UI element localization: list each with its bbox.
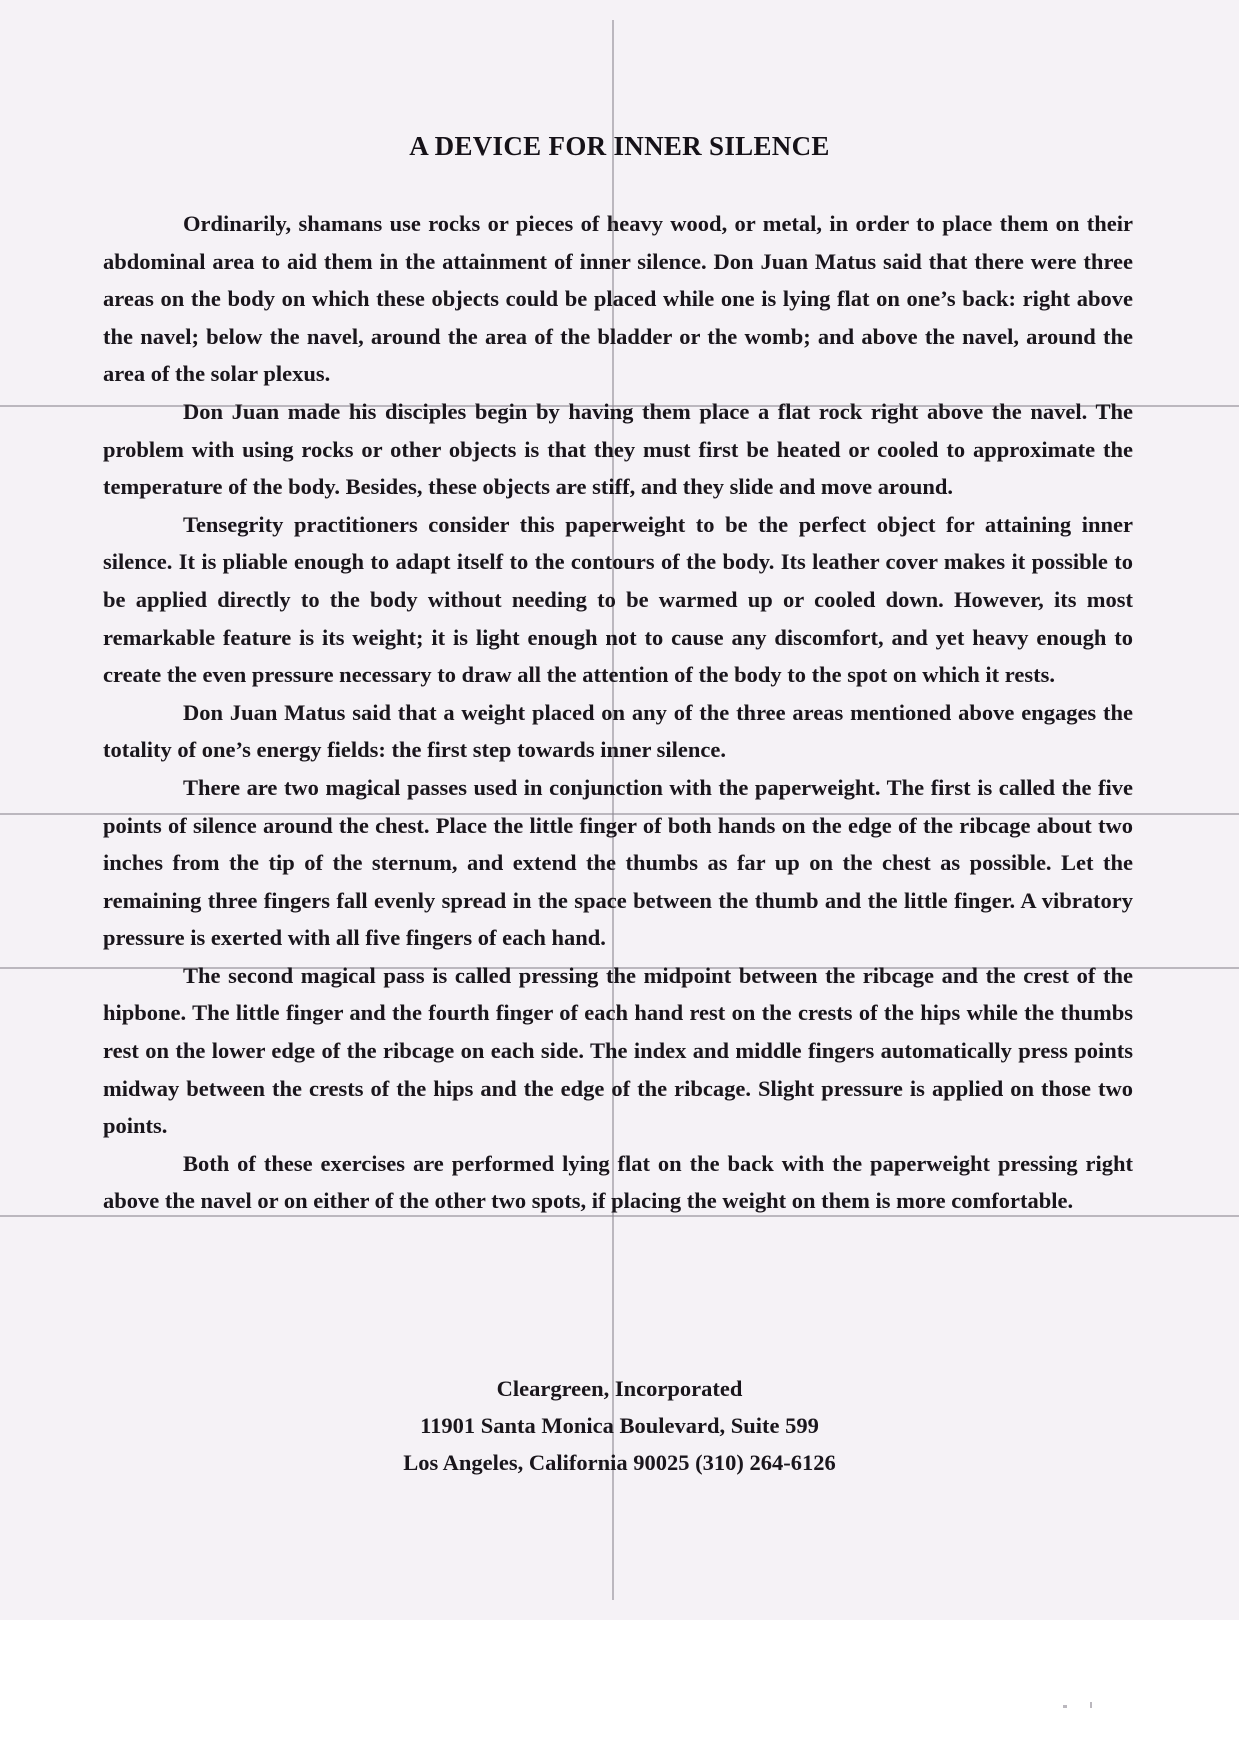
paragraph-2: Don Juan made his disciples begin by having them place a flat rock right above the navel. The problem with using rocks or other objects is that they must first be heated or cooled to approximate the temperature of the body. Besides, these objects are stiff, and they slide and move around. [103, 398, 1133, 500]
paragraph-6: The second magical pass is called pressing the midpoint between the ribcage and the crest of the hipbone. The little finger and the fourth finger of each hand rest on the crests of the hips while the thumbs rest on the lower edge of the ribcage on each side. The index and middle fingers automatically press points midway between the crests of the hips and the edge of the ribcage. Slight pressure is applied on those two points. [103, 962, 1133, 1139]
document-title: A DEVICE FOR INNER SILENCE [409, 131, 830, 161]
paragraph-4: Don Juan Matus said that a weight placed on any of the three areas mentioned above engages the totality of one’s energy fields: the first step towards inner silence. [103, 699, 1133, 763]
paragraph-7: Both of these exercises are performed lying flat on the back with the paperweight pressing right above the navel or on either of the other two spots, if placing the weight on them is more comfortable. [103, 1150, 1133, 1214]
paragraph-1: Ordinarily, shamans use rocks or pieces of heavy wood, or metal, in order to place them on their abdominal area to aid them in the attainment of inner silence. Don Juan Matus said that there were three areas on the body on which these objects could be placed while one is lying flat on one’s back: right above the navel; below the navel, around the area of the bladder or the womb; and above the navel, around the area of the solar plexus. [103, 211, 1133, 387]
company-name: Cleargreen, Incorporated [496, 1376, 743, 1401]
paragraph-5: There are two magical passes used in conjunction with the paperweight. The first is called the five points of silence around the chest. Place the little finger of both hands on the edge of the ribcage about two inches from the tip of the sternum, and extend the thumbs as far up on the chest as possible. Let the remaining three fingers fall evenly spread in the space between the thumb and the little finger. A vibratory pressure is exerted with all five fingers of each hand. [103, 774, 1133, 951]
document-body [103, 205, 1133, 1220]
street-address: 11901 Santa Monica Boulevard, Suite 599 [420, 1413, 819, 1438]
paper-speck [1063, 1705, 1067, 1708]
paper-speck [1090, 1702, 1092, 1708]
company-address-block [0, 1370, 1239, 1481]
city-phone: Los Angeles, California 90025 (310) 264-6126 [403, 1450, 836, 1475]
paragraph-3: Tensegrity practitioners consider this paperweight to be the perfect object for attaining inner silence. It is pliable enough to adapt itself to the contours of the body. Its leather cover makes it possible to be applied directly to the body without needing to be warmed up or cooled down. However, its most remarkable feature is its weight; it is light enough not to cause any discomfort, and yet heavy enough to create the even pressure necessary to draw all the attention of the body to the spot on which it rests. [103, 511, 1133, 688]
